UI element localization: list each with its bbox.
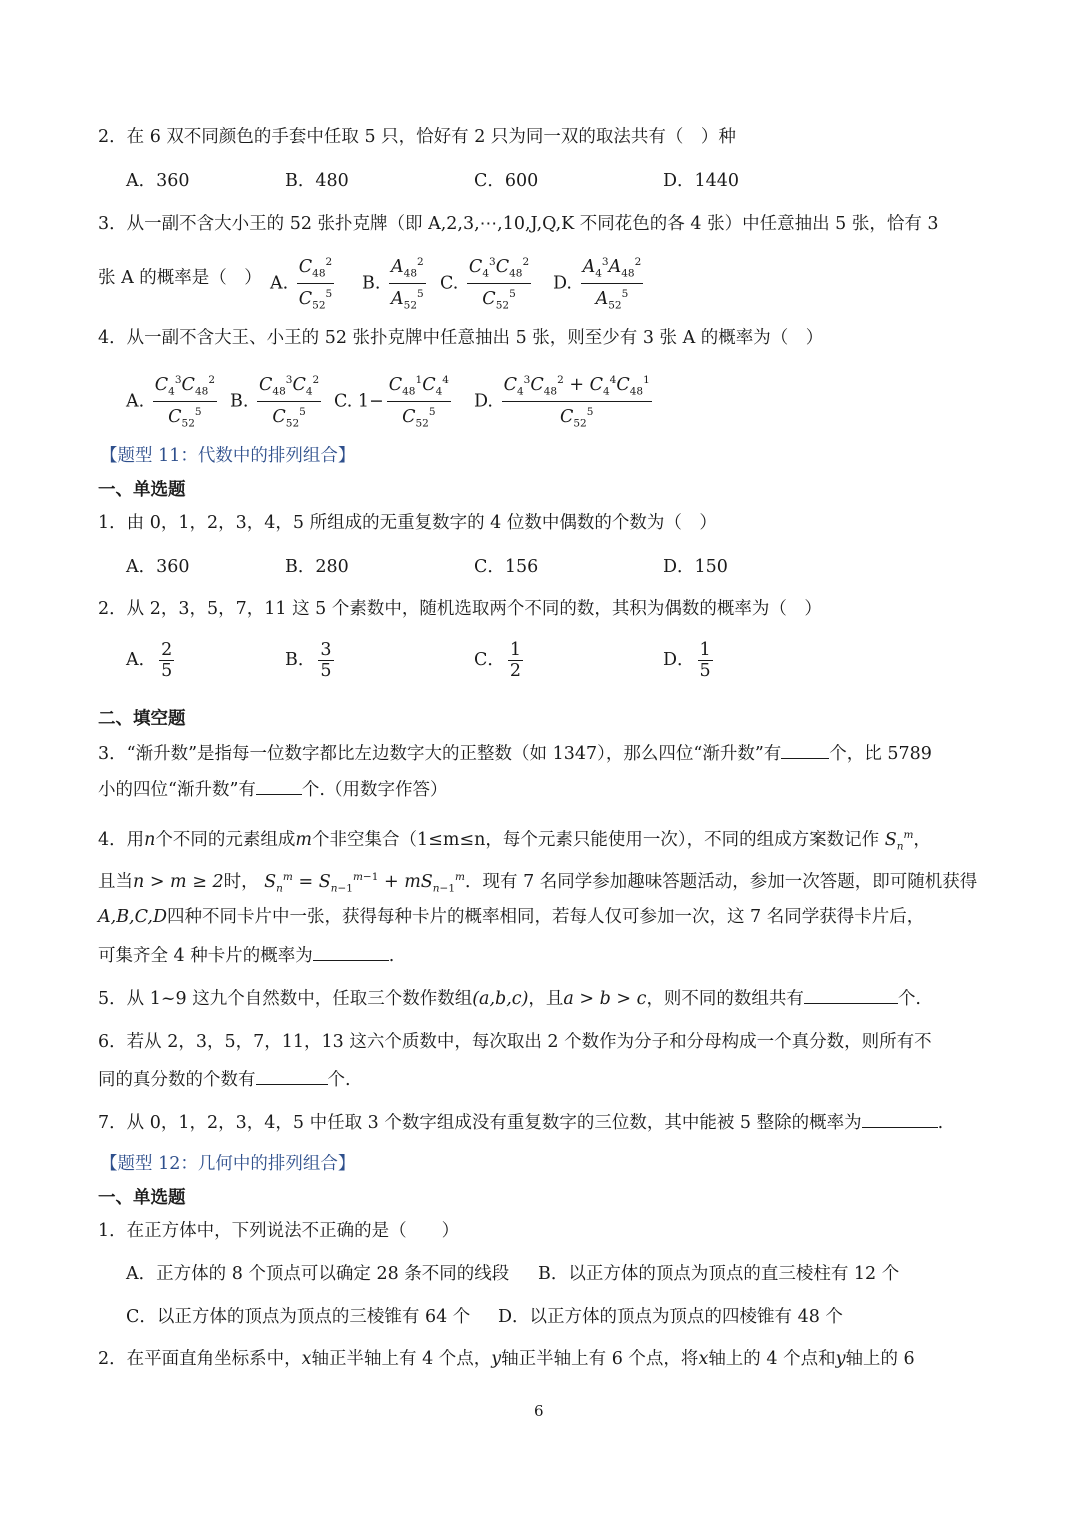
s11-question-4-line-2 [98,864,977,901]
symbol: m [295,829,313,850]
question-4-option-c [334,370,454,434]
text: ，则不同的数组共有 [646,989,804,1009]
option-label: B. [362,273,381,294]
s12-option-a: A．正方体的 8 个顶点可以确定 28 条不同的线段 [126,1264,510,1284]
text: 2．在平面直角坐标系中， [98,1349,302,1369]
question-4-option-d [474,370,655,434]
option-label: D． [663,650,695,670]
text: 4．用 [98,829,145,850]
s11-question-4-line-3 [98,904,924,930]
text: 轴正半轴上有 4 个点， [311,1349,492,1369]
formula: $\frac{C_{48}^2}{C_{52}^5}$ [297,252,334,316]
text: 个非空集合（1≤m≤n，每个元素只能使用一次），不同的组成方案数记作 [312,829,880,850]
question-2-stem: 2．在 6 双不同颜色的手套中任取 5 只，恰好有 2 只为同一双的取法共有（ ）种 [98,127,736,147]
option-label: B． [285,650,316,670]
option-label: A． [126,650,157,670]
answer-blank[interactable] [781,740,829,759]
s12-option-d: D．以正方体的顶点为顶点的四棱锥有 48 个 [498,1307,843,1327]
option-b: B．480 [285,171,349,191]
section-12-part-1: 一、单选题 [98,1188,186,1208]
condition: a > b > c [563,989,647,1009]
text: . [937,1113,944,1133]
text: 个不同的元素组成 [155,829,296,850]
question-4-option-a [126,370,220,434]
answer-blank[interactable] [313,942,389,961]
text: 3．“渐升数”是指每一位数字都比左边数字大的正整数（如 1347），那么四位“渐升数”有 [98,744,782,764]
s11-question-7 [98,1109,943,1136]
symbol: n [144,829,156,850]
text: 同的真分数的个数有 [98,1070,256,1090]
question-3-stem-2: 张 A 的概率是（ ） [98,268,262,288]
formula: $\frac{A_{48}^2}{A_{52}^5}$ [389,252,426,316]
symbol: A,B,C,D [98,907,167,927]
symbol: x [301,1349,312,1369]
fraction: $\frac{2}{5}$ [161,640,173,681]
symbol: (a,b,c) [472,989,529,1009]
text: 轴上的 4 个点和 [708,1349,836,1369]
option-label: B. [230,391,249,412]
option-a: A．360 [126,557,190,577]
page-number: 6 [534,1402,544,1420]
option-label: A. [126,391,145,412]
question-4-option-b [230,370,324,434]
text: 小的四位“渐升数”有 [98,780,256,800]
recurrence-formula: $S_n^m = S_{n-1}^{m-1} + mS_{n-1}^m$ [264,871,465,895]
symbol: x [698,1349,709,1369]
text: 个. [327,1070,351,1090]
option-b: B．280 [285,557,349,577]
text: 轴上的 6 [845,1349,915,1369]
question-3-option-c [440,252,534,316]
text: 轴正半轴上有 6 个点，将 [501,1349,699,1369]
text: 时， [223,871,259,892]
question-3-option-b [362,252,429,316]
fraction: $\frac{1}{5}$ [699,640,711,681]
question-4-stem: 4．从一副不含大王、小王的 52 张扑克牌中任意抽出 5 张，则至少有 3 张 A 的概率为（ ） [98,328,824,348]
option-label: D. [474,391,493,412]
option-label: C. [334,391,353,412]
text: 且当 [98,871,133,892]
formula: $\frac{C_{48}^1C_4^4}{C_{52}^5}$ [387,370,451,434]
formula: $\frac{C_4^3C_{48}^2}{C_{52}^5}$ [467,252,531,316]
formula: $\frac{C_4^3C_{48}^2 + C_4^4C_{48}^1}{C_{52}^5}$ [502,370,652,434]
answer-blank[interactable] [804,985,898,1004]
formula: $\frac{C_4^3C_{48}^2}{C_{52}^5}$ [153,370,217,434]
s11-question-5 [98,985,921,1012]
option-label: C． [474,650,505,670]
option-c: C．156 [474,557,539,577]
answer-blank[interactable] [862,1109,938,1128]
text: 个.（用数字作答） [301,780,448,800]
s12-question-2 [98,1346,915,1372]
section-11-part-2: 二、填空题 [98,709,186,729]
option-label: D. [553,273,572,294]
s11-question-6-line-1: 6．若从 2，3，5，7，11，13 这六个质数中，每次取出 2 个数作为分子和分母构成一个真分数，则所有不 [98,1032,932,1052]
text: 个，比 5789 [829,744,932,764]
s11-question-6-line-2 [98,1066,351,1093]
option-label: C. [440,273,459,294]
fraction-option-b [285,640,337,681]
s12-option-c: C．以正方体的顶点为顶点的三棱锥有 64 个 [126,1307,471,1327]
s11-question-1-stem: 1．由 0，1，2，3，4，5 所组成的无重复数字的 4 位数中偶数的个数为（ ） [98,513,717,533]
text: ，且 [528,989,564,1009]
symbol: y [491,1349,502,1369]
s12-question-1-stem: 1．在正方体中，下列说法不正确的是（ ） [98,1221,460,1241]
question-3-option-a [270,252,337,316]
section-11-part-1: 一、单选题 [98,480,186,500]
question-3-stem: 3．从一副不含大小王的 52 张扑克牌（即 A,2,3,⋯,10,J,Q,K 不同花色的各 4 张）中任意抽出 5 张，恰有 3 [98,214,939,234]
section-12-title: 【题型 12：几何中的排列组合】 [100,1154,356,1174]
fraction: $\frac{1}{2}$ [509,640,522,681]
option-a: A．360 [126,171,190,191]
fraction-option-a [126,640,177,681]
s12-option-b: B．以正方体的顶点为顶点的直三棱柱有 12 个 [538,1264,900,1284]
option-label: A. [270,273,289,294]
s11-question-2-stem: 2．从 2，3，5，7，11 这 5 个素数中，随机选取两个不同的数，其积为偶数的概率为（ ） [98,599,822,619]
text: 5．从 1~9 这九个自然数中，任取三个数作数组 [98,989,473,1009]
question-3-option-d [553,252,646,316]
s11-question-4-line-1: 4．用n个不同的元素组成m个非空集合（1≤m≤n，每个元素只能使用一次），不同的组成方案数记作 $S_n^m$， [98,829,931,853]
condition: n > m ≥ 2 [133,871,224,892]
s11-question-4-line-4 [98,942,394,969]
text: . [388,946,395,966]
text: 可集齐全 4 种卡片的概率为 [98,946,313,966]
section-11-title: 【题型 11：代数中的排列组合】 [100,446,356,466]
fraction-option-c [474,640,526,681]
text: 7．从 0，1，2，3，4，5 中任取 3 个数字组成没有重复数字的三位数，其中能被 5 整除的概率为 [98,1113,862,1133]
option-d: D．1440 [663,171,740,191]
formula: $\frac{A_4^3A_{48}^2}{A_{52}^5}$ [581,252,644,316]
text: 个. [897,989,922,1009]
fraction: $\frac{3}{5}$ [320,640,332,681]
text: ．现有 7 名同学参加趣味答题活动，参加一次答题，即可随机获得 [465,871,978,892]
one-minus: 1− [357,391,384,412]
s11-question-3-line-2 [98,776,447,803]
fraction-option-d [663,640,716,681]
answer-blank[interactable] [256,1066,328,1085]
formula: $\frac{C_{48}^3C_4^2}{C_{52}^5}$ [257,370,321,434]
option-d: D．150 [663,557,728,577]
s11-question-3-line-1 [98,740,932,767]
answer-blank[interactable] [256,776,302,795]
option-c: C．600 [474,171,539,191]
symbol: y [835,1349,846,1369]
text: 四种不同卡片中一张，获得每种卡片的概率相同，若每人仅可参加一次，这 7 名同学获得卡片后， [166,907,925,927]
